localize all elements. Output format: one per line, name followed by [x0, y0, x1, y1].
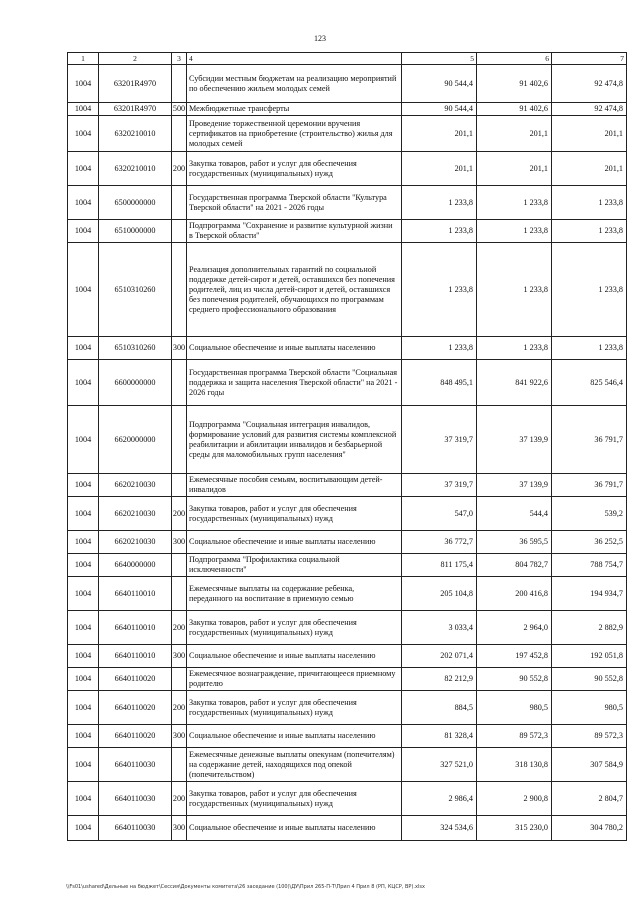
item-name: Закупка товаров, работ и услуг для обеспечения государственных (муниципальных) нужд — [187, 152, 402, 186]
file-path-footer: \\Fs01\ushared\Дельные на бюджет\Сессия\Документы комитета\26 заседание (100)\ДУ\Прил 265-П-Т\Прил 4 Прил 8 (РП, КЦСР, ВР).xlsx — [66, 884, 425, 890]
section-code: 1004 — [68, 782, 99, 816]
item-name: Государственная программа Тверской области "Социальная поддержка и защита населения Тверской области" на 2021 - 2026 годы — [187, 360, 402, 406]
amount-col6: 544,4 — [477, 497, 552, 531]
budget-table — [67, 52, 627, 841]
target-article-code: 6620000000 — [99, 406, 172, 474]
column-header: 1 — [68, 53, 99, 65]
amount-col7: 788 754,7 — [552, 554, 627, 577]
amount-col7: 539,2 — [552, 497, 627, 531]
amount-col6: 315 230,0 — [477, 816, 552, 841]
amount-col5: 1 233,8 — [402, 337, 477, 360]
table-row — [68, 531, 627, 554]
section-code: 1004 — [68, 691, 99, 725]
amount-col7: 2 882,9 — [552, 611, 627, 645]
item-name: Социальное обеспечение и иные выплаты населению — [187, 816, 402, 841]
amount-col5: 1 233,8 — [402, 243, 477, 337]
table-row — [68, 816, 627, 841]
target-article-code: 6620210030 — [99, 497, 172, 531]
table-row — [68, 497, 627, 531]
target-article-code: 6620210030 — [99, 531, 172, 554]
section-code: 1004 — [68, 116, 99, 152]
target-article-code: 6640000000 — [99, 554, 172, 577]
amount-col5: 90 544,4 — [402, 65, 477, 103]
amount-col7: 307 584,9 — [552, 748, 627, 782]
column-number-row — [68, 53, 627, 65]
amount-col6: 1 233,8 — [477, 337, 552, 360]
target-article-code: 6640110020 — [99, 725, 172, 748]
section-code: 1004 — [68, 725, 99, 748]
column-header: 6 — [477, 53, 552, 65]
amount-col6: 804 782,7 — [477, 554, 552, 577]
amount-col7: 192 051,8 — [552, 645, 627, 668]
item-name: Проведение торжественной церемонии вручения сертификатов на приобретение (строительство) жилья для молодых семей — [187, 116, 402, 152]
amount-col5: 201,1 — [402, 152, 477, 186]
item-name: Подпрограмма "Социальная интеграция инвалидов, формирование условий для развития системы комплексной реабилитации и абилитации инвалидов и безбарьерной среды для маломобильных групп населения" — [187, 406, 402, 474]
target-article-code: 6320210010 — [99, 152, 172, 186]
expense-type-code: 300 — [172, 725, 187, 748]
target-article-code: 6640110030 — [99, 748, 172, 782]
amount-col6: 89 572,3 — [477, 725, 552, 748]
target-article-code: 6600000000 — [99, 360, 172, 406]
section-code: 1004 — [68, 577, 99, 611]
expense-type-code: 200 — [172, 152, 187, 186]
amount-col7: 89 572,3 — [552, 725, 627, 748]
table-row — [68, 406, 627, 474]
amount-col7: 1 233,8 — [552, 186, 627, 220]
table-row — [68, 116, 627, 152]
amount-col5: 81 328,4 — [402, 725, 477, 748]
section-code: 1004 — [68, 243, 99, 337]
target-article-code: 6510000000 — [99, 220, 172, 243]
section-code: 1004 — [68, 152, 99, 186]
section-code: 1004 — [68, 186, 99, 220]
item-name: Ежемесячное вознаграждение, причитающееся приемному родителю — [187, 668, 402, 691]
expense-type-code — [172, 748, 187, 782]
amount-col6: 90 552,8 — [477, 668, 552, 691]
item-name: Межбюджетные трансферты — [187, 103, 402, 116]
section-code: 1004 — [68, 360, 99, 406]
amount-col6: 2 900,8 — [477, 782, 552, 816]
amount-col7: 825 546,4 — [552, 360, 627, 406]
expense-type-code: 300 — [172, 337, 187, 360]
item-name: Закупка товаров, работ и услуг для обеспечения государственных (муниципальных) нужд — [187, 691, 402, 725]
expense-type-code: 200 — [172, 782, 187, 816]
section-code: 1004 — [68, 337, 99, 360]
amount-col7: 2 804,7 — [552, 782, 627, 816]
table-row — [68, 360, 627, 406]
amount-col7: 90 552,8 — [552, 668, 627, 691]
section-code: 1004 — [68, 645, 99, 668]
target-article-code: 6640110020 — [99, 668, 172, 691]
amount-col5: 2 986,4 — [402, 782, 477, 816]
expense-type-code: 200 — [172, 691, 187, 725]
amount-col5: 884,5 — [402, 691, 477, 725]
table-row — [68, 782, 627, 816]
target-article-code: 6640110030 — [99, 816, 172, 841]
table-row — [68, 152, 627, 186]
target-article-code: 6510310260 — [99, 243, 172, 337]
amount-col6: 1 233,8 — [477, 186, 552, 220]
amount-col7: 980,5 — [552, 691, 627, 725]
table-row — [68, 103, 627, 116]
table-row — [68, 474, 627, 497]
expense-type-code — [172, 554, 187, 577]
amount-col5: 327 521,0 — [402, 748, 477, 782]
amount-col5: 3 033,4 — [402, 611, 477, 645]
target-article-code: 6640110010 — [99, 577, 172, 611]
expense-type-code — [172, 220, 187, 243]
expense-type-code: 200 — [172, 497, 187, 531]
target-article-code: 6510310260 — [99, 337, 172, 360]
target-article-code: 6640110010 — [99, 611, 172, 645]
amount-col7: 1 233,8 — [552, 243, 627, 337]
target-article-code: 6640110030 — [99, 782, 172, 816]
expense-type-code: 200 — [172, 611, 187, 645]
table-row — [68, 645, 627, 668]
table-row — [68, 668, 627, 691]
section-code: 1004 — [68, 668, 99, 691]
section-code: 1004 — [68, 531, 99, 554]
amount-col6: 1 233,8 — [477, 220, 552, 243]
target-article-code: 63201R4970 — [99, 103, 172, 116]
section-code: 1004 — [68, 748, 99, 782]
amount-col5: 848 495,1 — [402, 360, 477, 406]
section-code: 1004 — [68, 474, 99, 497]
expense-type-code — [172, 116, 187, 152]
column-header: 3 — [172, 53, 187, 65]
table-row — [68, 748, 627, 782]
amount-col7: 92 474,8 — [552, 65, 627, 103]
item-name: Закупка товаров, работ и услуг для обеспечения государственных (муниципальных) нужд — [187, 611, 402, 645]
table-row — [68, 220, 627, 243]
table-row — [68, 65, 627, 103]
target-article-code: 6640110010 — [99, 645, 172, 668]
item-name: Ежемесячные выплаты на содержание ребенка, переданного на воспитание в приемную семью — [187, 577, 402, 611]
table-row — [68, 554, 627, 577]
amount-col7: 201,1 — [552, 116, 627, 152]
table-row — [68, 243, 627, 337]
section-code: 1004 — [68, 554, 99, 577]
section-code: 1004 — [68, 65, 99, 103]
expense-type-code — [172, 668, 187, 691]
target-article-code: 6620210030 — [99, 474, 172, 497]
amount-col6: 980,5 — [477, 691, 552, 725]
page-number: 123 — [314, 34, 326, 43]
expense-type-code: 300 — [172, 645, 187, 668]
item-name: Подпрограмма "Сохранение и развитие культурной жизни в Тверской области" — [187, 220, 402, 243]
expense-type-code: 500 — [172, 103, 187, 116]
amount-col5: 37 319,7 — [402, 406, 477, 474]
item-name: Социальное обеспечение и иные выплаты населению — [187, 725, 402, 748]
item-name: Ежемесячные пособия семьям, воспитывающим детей-инвалидов — [187, 474, 402, 497]
amount-col7: 1 233,8 — [552, 337, 627, 360]
expense-type-code: 300 — [172, 531, 187, 554]
section-code: 1004 — [68, 497, 99, 531]
item-name: Ежемесячные денежные выплаты опекунам (попечителям) на содержание детей, находящихся под опекой (попечительством) — [187, 748, 402, 782]
section-code: 1004 — [68, 611, 99, 645]
amount-col5: 36 772,7 — [402, 531, 477, 554]
table-row — [68, 725, 627, 748]
amount-col5: 37 319,7 — [402, 474, 477, 497]
amount-col6: 841 922,6 — [477, 360, 552, 406]
item-name: Социальное обеспечение и иные выплаты населению — [187, 645, 402, 668]
amount-col6: 200 416,8 — [477, 577, 552, 611]
item-name: Социальное обеспечение и иные выплаты населению — [187, 531, 402, 554]
section-code: 1004 — [68, 103, 99, 116]
section-code: 1004 — [68, 406, 99, 474]
amount-col7: 36 791,7 — [552, 406, 627, 474]
table-row — [68, 186, 627, 220]
amount-col5: 202 071,4 — [402, 645, 477, 668]
section-code: 1004 — [68, 220, 99, 243]
amount-col5: 1 233,8 — [402, 220, 477, 243]
amount-col5: 324 534,6 — [402, 816, 477, 841]
amount-col7: 201,1 — [552, 152, 627, 186]
column-header: 5 — [402, 53, 477, 65]
amount-col5: 90 544,4 — [402, 103, 477, 116]
item-name: Закупка товаров, работ и услуг для обеспечения государственных (муниципальных) нужд — [187, 497, 402, 531]
amount-col5: 82 212,9 — [402, 668, 477, 691]
table-row — [68, 691, 627, 725]
column-header: 4 — [187, 53, 402, 65]
item-name: Субсидии местным бюджетам на реализацию мероприятий по обеспечению жильем молодых семей — [187, 65, 402, 103]
amount-col7: 304 780,2 — [552, 816, 627, 841]
table-row — [68, 611, 627, 645]
item-name: Социальное обеспечение и иные выплаты населению — [187, 337, 402, 360]
item-name: Закупка товаров, работ и услуг для обеспечения государственных (муниципальных) нужд — [187, 782, 402, 816]
amount-col6: 201,1 — [477, 116, 552, 152]
amount-col5: 1 233,8 — [402, 186, 477, 220]
expense-type-code — [172, 406, 187, 474]
amount-col5: 201,1 — [402, 116, 477, 152]
amount-col6: 201,1 — [477, 152, 552, 186]
expense-type-code: 300 — [172, 816, 187, 841]
expense-type-code — [172, 474, 187, 497]
section-code: 1004 — [68, 816, 99, 841]
target-article-code: 6500000000 — [99, 186, 172, 220]
expense-type-code — [172, 186, 187, 220]
amount-col6: 37 139,9 — [477, 406, 552, 474]
item-name: Подпрограмма "Профилактика социальной исключенности" — [187, 554, 402, 577]
amount-col6: 2 964,0 — [477, 611, 552, 645]
amount-col6: 197 452,8 — [477, 645, 552, 668]
amount-col7: 194 934,7 — [552, 577, 627, 611]
amount-col5: 547,0 — [402, 497, 477, 531]
expense-type-code — [172, 65, 187, 103]
column-header: 2 — [99, 53, 172, 65]
expense-type-code — [172, 577, 187, 611]
amount-col7: 36 252,5 — [552, 531, 627, 554]
amount-col5: 811 175,4 — [402, 554, 477, 577]
amount-col6: 37 139,9 — [477, 474, 552, 497]
expense-type-code — [172, 360, 187, 406]
column-header: 7 — [552, 53, 627, 65]
expense-type-code — [172, 243, 187, 337]
amount-col6: 91 402,6 — [477, 65, 552, 103]
amount-col7: 36 791,7 — [552, 474, 627, 497]
table-row — [68, 577, 627, 611]
amount-col6: 1 233,8 — [477, 243, 552, 337]
item-name: Реализация дополнительных гарантий по социальной поддержке детей-сирот и детей, оставшихся без попечения родителей, лиц из числа детей-сирот и детей, оставшихся без попечения родителей, обучающихся по программам среднего профессионального образования — [187, 243, 402, 337]
amount-col6: 91 402,6 — [477, 103, 552, 116]
amount-col7: 92 474,8 — [552, 103, 627, 116]
item-name: Государственная программа Тверской области "Культура Тверской области" на 2021 - 2026 годы — [187, 186, 402, 220]
amount-col5: 205 104,8 — [402, 577, 477, 611]
amount-col6: 36 595,5 — [477, 531, 552, 554]
amount-col6: 318 130,8 — [477, 748, 552, 782]
target-article-code: 63201R4970 — [99, 65, 172, 103]
amount-col7: 1 233,8 — [552, 220, 627, 243]
table-row — [68, 337, 627, 360]
target-article-code: 6640110020 — [99, 691, 172, 725]
target-article-code: 6320210010 — [99, 116, 172, 152]
